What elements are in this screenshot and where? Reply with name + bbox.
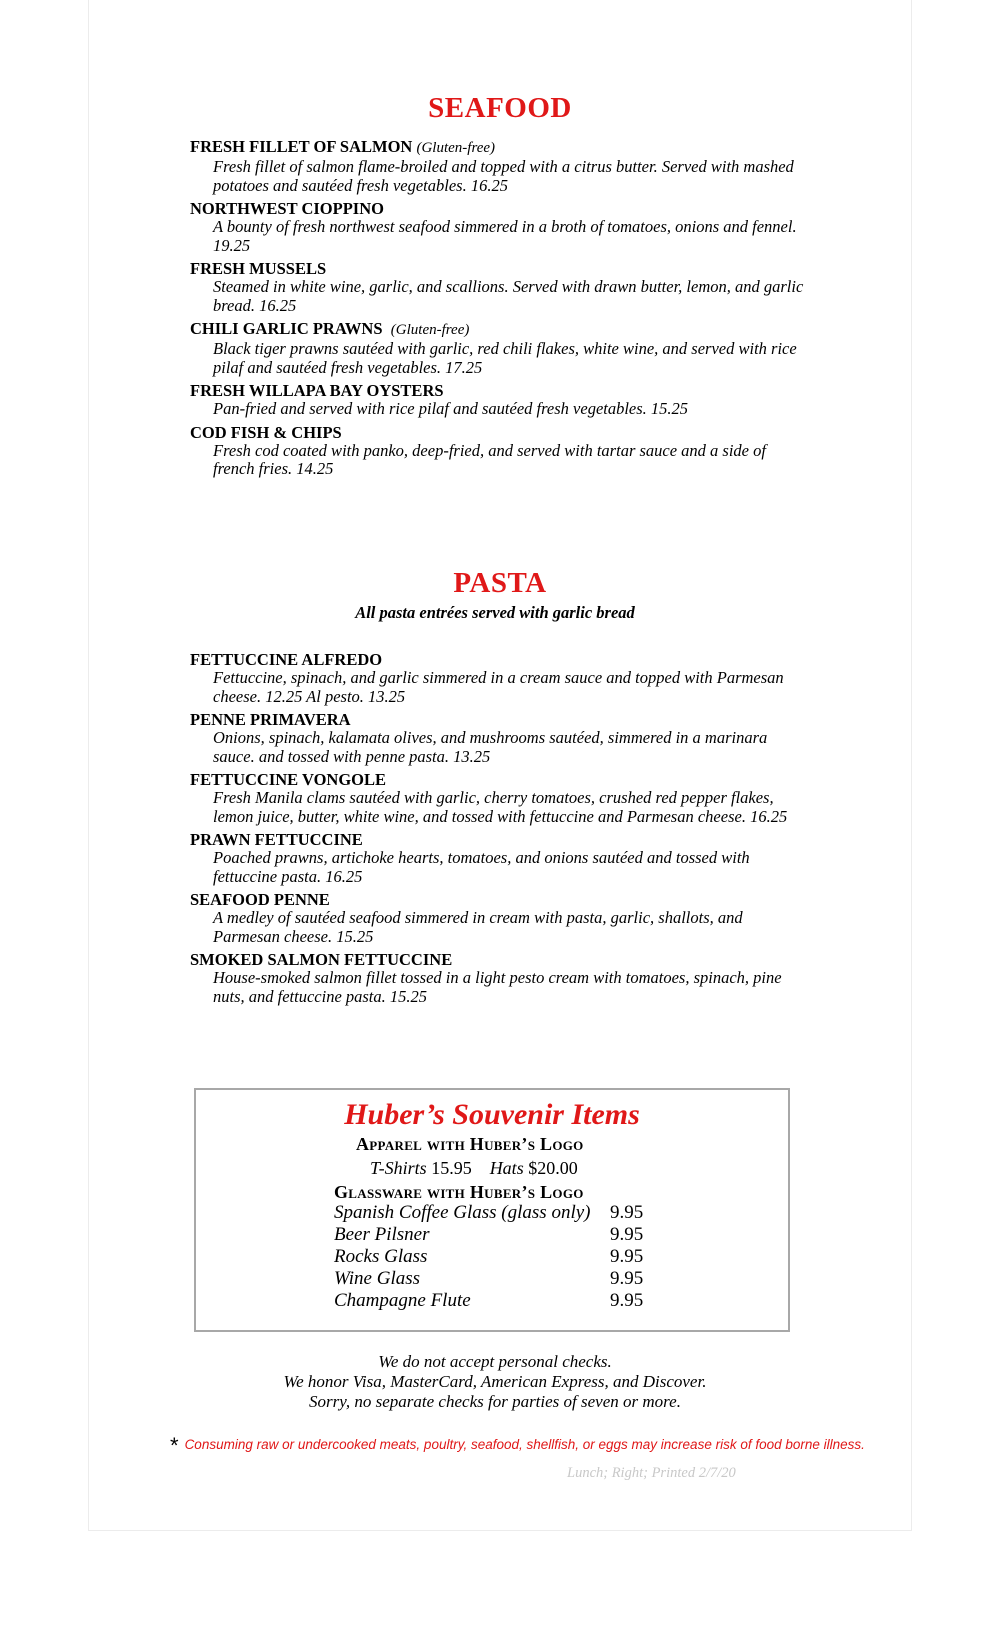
policy-line: Sorry, no separate checks for parties of seven or more. — [309, 1392, 681, 1411]
glassware-price: 9.95 — [610, 1290, 644, 1311]
item-description: Fresh Manila clams sautéed with garlic, cherry tomatoes, crushed red pepper flakes, lemon juice, butter, white wine, and tossed with fettuccine and Parmesan cheese. 16.25 — [213, 788, 788, 826]
menu-item — [190, 259, 810, 315]
item-name: PRAWN FETTUCCINE — [190, 830, 363, 849]
glassware-price: 9.95 — [610, 1268, 644, 1289]
glassware-price: 9.95 — [610, 1246, 644, 1267]
glassware-heading: Glassware with Huber’s Logo — [334, 1182, 584, 1202]
item-description: Steamed in white wine, garlic, and scallions. Served with drawn butter, lemon, and garlic bread. 16.25 — [213, 277, 804, 315]
menu-item — [190, 319, 810, 377]
item-name: FRESH MUSSELS — [190, 259, 327, 278]
menu-item — [190, 199, 810, 255]
menu-item — [190, 137, 810, 195]
menu-item — [190, 890, 810, 946]
item-name: FRESH WILLAPA BAY OYSTERS — [190, 381, 444, 400]
pasta-heading: PASTA — [453, 567, 547, 599]
seafood-list — [190, 137, 810, 483]
item-description: A bounty of fresh northwest seafood simmered in a broth of tomatoes, onions and fennel. 19.25 — [213, 217, 797, 255]
item-description: House-smoked salmon fillet tossed in a light pesto cream with tomatoes, spinach, pine nuts, and fettuccine pasta. 15.25 — [213, 968, 782, 1006]
glassware-price: 9.95 — [610, 1224, 644, 1245]
gluten-free-tag: (Gluten-free) — [416, 140, 496, 156]
food-safety-warning — [170, 1433, 870, 1459]
pasta-subtitle: All pasta entrées served with garlic bread — [355, 603, 635, 622]
menu-item — [190, 770, 810, 826]
menu-item — [190, 423, 810, 479]
item-name: CHILI GARLIC PRAWNS (Gluten-free) — [190, 319, 470, 338]
glassware-item: Rocks Glass — [334, 1246, 428, 1267]
item-description: Black tiger prawns sautéed with garlic, red chili flakes, white wine, and served with rice pilaf and sautéed fresh vegetables. 17.25 — [213, 339, 797, 377]
menu-item — [190, 950, 810, 1006]
item-name: SMOKED SALMON FETTUCCINE — [190, 950, 453, 969]
glassware-item: Spanish Coffee Glass (glass only) — [334, 1202, 591, 1223]
item-name: FETTUCCINE ALFREDO — [190, 650, 383, 669]
item-name: FETTUCCINE VONGOLE — [190, 770, 387, 789]
menu-item — [190, 710, 810, 766]
glassware-item: Champagne Flute — [334, 1290, 471, 1311]
item-name: FRESH FILLET OF SALMON (Gluten-free) — [190, 137, 496, 156]
hats-price: $20.00 — [528, 1158, 578, 1178]
item-description: Fresh fillet of salmon flame-broiled and topped with a citrus butter. Served with mashed potatoes and sautéed fresh vegetables. 16.25 — [213, 157, 794, 195]
warning-text: Consuming raw or undercooked meats, poultry, seafood, shellfish, or eggs may increase risk of food borne illness. — [184, 1437, 865, 1452]
print-note: Lunch; Right; Printed 2/7/20 — [567, 1465, 736, 1481]
souvenir-box — [194, 1088, 790, 1332]
apparel-prices — [370, 1158, 578, 1179]
item-description: A medley of sautéed seafood simmered in cream with pasta, garlic, shallots, and Parmesan cheese. 15.25 — [213, 908, 743, 946]
seafood-heading: SEAFOOD — [428, 92, 572, 124]
item-name: SEAFOOD PENNE — [190, 890, 330, 909]
payment-policy — [0, 1352, 990, 1412]
policy-line: We do not accept personal checks. — [378, 1352, 612, 1371]
glassware-item: Beer Pilsner — [334, 1224, 430, 1245]
item-description: Pan-fried and served with rice pilaf and sautéed fresh vegetables. 15.25 — [213, 399, 689, 418]
item-name: NORTHWEST CIOPPINO — [190, 199, 384, 218]
apparel-heading: Apparel with Huber’s Logo — [356, 1134, 584, 1154]
glassware-price: 9.95 — [610, 1202, 644, 1223]
item-description: Fettuccine, spinach, and garlic simmered in a cream sauce and topped with Parmesan cheese. 12.25 Al pesto. 13.25 — [213, 668, 784, 706]
asterisk-icon: * — [170, 1433, 179, 1458]
tshirts-label: T-Shirts — [370, 1158, 427, 1178]
policy-line: We honor Visa, MasterCard, American Express, and Discover. — [283, 1372, 707, 1391]
gluten-free-tag: (Gluten-free) — [390, 322, 470, 338]
pasta-list — [190, 650, 810, 1010]
menu-item — [190, 650, 810, 706]
glassware-item: Wine Glass — [334, 1268, 421, 1289]
tshirts-price: 15.95 — [431, 1158, 472, 1178]
item-description: Poached prawns, artichoke hearts, tomatoes, and onions sautéed and tossed with fettuccine pasta. 16.25 — [213, 848, 750, 886]
menu-item — [190, 381, 810, 419]
item-description: Fresh cod coated with panko, deep-fried, and served with tartar sauce and a side of french fries. 14.25 — [213, 440, 766, 478]
item-description: Onions, spinach, kalamata olives, and mushrooms sautéed, simmered in a marinara sauce. and tossed with penne pasta. 13.25 — [213, 728, 768, 766]
menu-item — [190, 830, 810, 886]
item-name: COD FISH & CHIPS — [190, 422, 342, 442]
hats-label: Hats — [489, 1158, 524, 1178]
souvenir-title: Huber’s Souvenir Items — [344, 1098, 640, 1131]
item-name: PENNE PRIMAVERA — [190, 710, 351, 729]
